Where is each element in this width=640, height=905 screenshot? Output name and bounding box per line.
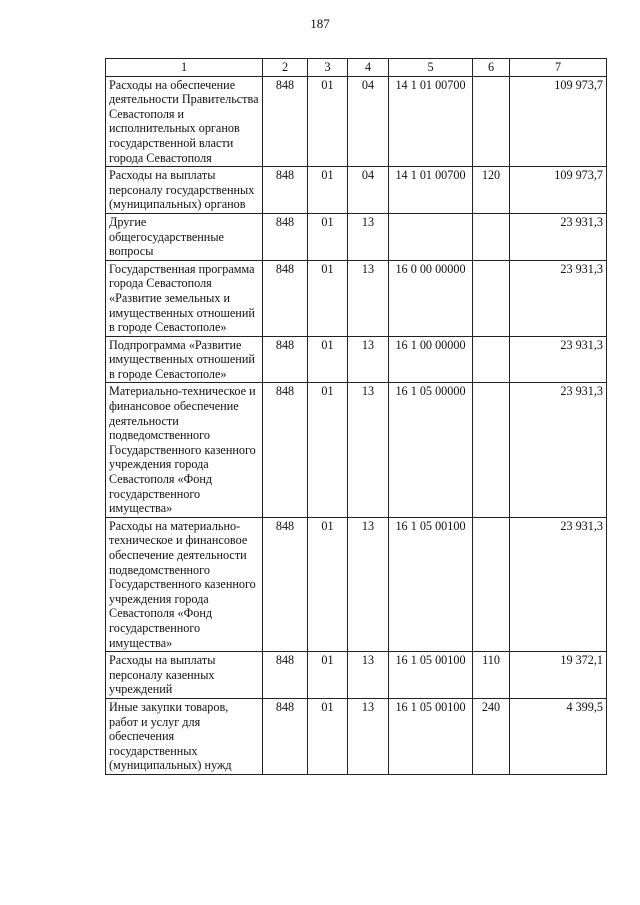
expense-name-cell: Подпрограмма «Развитие имущественных отношений в городе Севастополе»	[106, 336, 263, 383]
csr-cell: 16 1 05 00100	[389, 517, 473, 651]
vr-cell	[473, 260, 510, 336]
amount-cell: 23 931,3	[510, 260, 607, 336]
header-col-2: 2	[263, 59, 308, 77]
gr-cell: 848	[263, 336, 308, 383]
budget-table	[105, 58, 607, 775]
gr-cell: 848	[263, 76, 308, 167]
header-col-5: 5	[389, 59, 473, 77]
expense-name-cell: Расходы на выплаты персоналу государственных (муниципальных) органов	[106, 167, 263, 214]
rz-cell: 01	[308, 213, 348, 260]
pr-cell: 04	[348, 76, 389, 167]
table-row	[106, 698, 607, 774]
expense-name-cell: Иные закупки товаров, работ и услуг для обеспечения государственных (муниципальных) нужд	[106, 698, 263, 774]
header-col-6: 6	[473, 59, 510, 77]
rz-cell: 01	[308, 652, 348, 699]
csr-cell: 16 1 05 00100	[389, 698, 473, 774]
csr-cell: 16 1 05 00000	[389, 383, 473, 517]
gr-cell: 848	[263, 652, 308, 699]
vr-cell: 240	[473, 698, 510, 774]
table-row	[106, 213, 607, 260]
rz-cell: 01	[308, 167, 348, 214]
vr-cell	[473, 517, 510, 651]
table-row	[106, 167, 607, 214]
pr-cell: 13	[348, 652, 389, 699]
expense-name-cell: Материально-техническое и финансовое обеспечение деятельности подведомственного Государственного казенного учреждения города Севастополя «Фонд государственного имущества»	[106, 383, 263, 517]
csr-cell: 14 1 01 00700	[389, 167, 473, 214]
gr-cell: 848	[263, 260, 308, 336]
amount-cell: 23 931,3	[510, 336, 607, 383]
gr-cell: 848	[263, 517, 308, 651]
table-row	[106, 517, 607, 651]
vr-cell	[473, 383, 510, 517]
amount-cell: 109 973,7	[510, 76, 607, 167]
vr-cell: 110	[473, 652, 510, 699]
vr-cell: 120	[473, 167, 510, 214]
gr-cell: 848	[263, 213, 308, 260]
header-col-4: 4	[348, 59, 389, 77]
csr-cell: 16 0 00 00000	[389, 260, 473, 336]
pr-cell: 13	[348, 517, 389, 651]
amount-cell: 23 931,3	[510, 213, 607, 260]
table-row	[106, 336, 607, 383]
amount-cell: 109 973,7	[510, 167, 607, 214]
header-col-1: 1	[106, 59, 263, 77]
rz-cell: 01	[308, 698, 348, 774]
table-row	[106, 652, 607, 699]
expense-name-cell: Расходы на выплаты персоналу казенных учреждений	[106, 652, 263, 699]
table-row	[106, 383, 607, 517]
pr-cell: 13	[348, 213, 389, 260]
pr-cell: 13	[348, 698, 389, 774]
rz-cell: 01	[308, 383, 348, 517]
expense-name-cell: Расходы на материально-техническое и финансовое обеспечение деятельности подведомственного Государственного казенного учреждения города Севастополя «Фонд государственного имущества»	[106, 517, 263, 651]
rz-cell: 01	[308, 260, 348, 336]
csr-cell: 16 1 00 00000	[389, 336, 473, 383]
amount-cell: 23 931,3	[510, 517, 607, 651]
amount-cell: 19 372,1	[510, 652, 607, 699]
header-col-7: 7	[510, 59, 607, 77]
pr-cell: 04	[348, 167, 389, 214]
gr-cell: 848	[263, 383, 308, 517]
expense-name-cell: Расходы на обеспечение деятельности Правительства Севастополя и исполнительных органов государственной власти города Севастополя	[106, 76, 263, 167]
gr-cell: 848	[263, 698, 308, 774]
header-row	[106, 59, 607, 77]
csr-cell	[389, 213, 473, 260]
rz-cell: 01	[308, 76, 348, 167]
amount-cell: 23 931,3	[510, 383, 607, 517]
table-row	[106, 76, 607, 167]
vr-cell	[473, 336, 510, 383]
table-row	[106, 260, 607, 336]
header-col-3: 3	[308, 59, 348, 77]
rz-cell: 01	[308, 517, 348, 651]
gr-cell: 848	[263, 167, 308, 214]
csr-cell: 16 1 05 00100	[389, 652, 473, 699]
pr-cell: 13	[348, 260, 389, 336]
amount-cell: 4 399,5	[510, 698, 607, 774]
pr-cell: 13	[348, 383, 389, 517]
rz-cell: 01	[308, 336, 348, 383]
pr-cell: 13	[348, 336, 389, 383]
csr-cell: 14 1 01 00700	[389, 76, 473, 167]
vr-cell	[473, 76, 510, 167]
vr-cell	[473, 213, 510, 260]
page-number: 187	[310, 16, 330, 31]
expense-name-cell: Другие общегосударственные вопросы	[106, 213, 263, 260]
expense-name-cell: Государственная программа города Севастополя «Развитие земельных и имущественных отношений в городе Севастополе»	[106, 260, 263, 336]
